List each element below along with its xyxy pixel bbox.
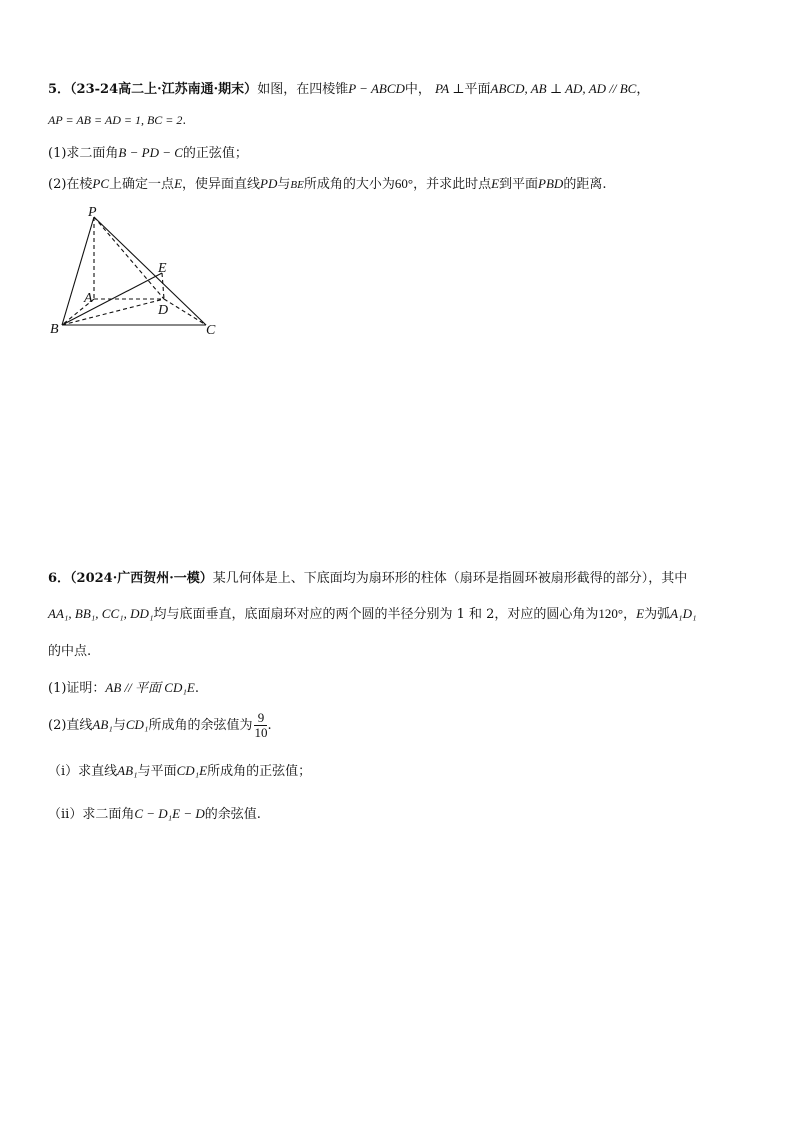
q6-i-b: 与平面 <box>137 764 177 779</box>
q5-p2-pd: PD <box>260 176 278 191</box>
q5-pyramid-figure <box>48 205 228 340</box>
q6-frac-num: 9 <box>257 710 265 725</box>
q5-p1-angle: B − PD − C <box>118 145 183 160</box>
q5-p2-f: ，并求此时点 <box>413 177 492 192</box>
q6-p2: (2)直线 <box>48 718 93 733</box>
q6-stem-line1 <box>48 570 687 588</box>
q5-p2-e2: 所成角的大小为 <box>303 177 395 192</box>
q6-stem2-b: ， <box>623 607 637 622</box>
q6-ii-a: （ii）求二面角 <box>48 807 135 822</box>
label-e: E <box>158 261 167 276</box>
q5-stem-b: 中， <box>404 82 431 97</box>
q5-part1 <box>48 144 248 163</box>
q5-p1-a: (1)求二面角 <box>48 146 119 161</box>
q6-stem3: 的中点. <box>48 644 92 659</box>
q5-p1-end: 的正弦值； <box>182 146 248 161</box>
q6-part2-i <box>48 762 311 781</box>
q5-p2-e: E <box>174 176 183 191</box>
edge-pd <box>94 217 164 299</box>
q6-p2-mid: 与 <box>112 718 126 733</box>
q5-relations: ABCD, AB ⊥ AD, AD // BC <box>490 81 637 96</box>
q6-angle: 120° <box>598 606 624 621</box>
q6-i-c: 所成角的正弦值； <box>207 764 312 779</box>
q5-p2-deg: 60° <box>394 176 414 191</box>
label-c: C <box>206 323 216 338</box>
q5-p2-pbd: PBD <box>538 176 564 191</box>
edge-pb <box>62 217 94 325</box>
q5-source: （23-24高二上·江苏南通·期末） <box>70 82 258 97</box>
label-b: B <box>50 322 59 337</box>
q6-stem-line3 <box>48 643 91 661</box>
q6-i-a: （i）求直线 <box>48 764 118 779</box>
edge-dc <box>164 299 206 325</box>
q6-fraction <box>254 711 267 740</box>
q5-pyramid: P − ABCD <box>348 81 405 96</box>
q5-stem-c: 平面 <box>464 82 491 97</box>
q5-number: 5． <box>48 82 71 97</box>
q6-p2-end: 所成角的余弦值为 <box>148 718 253 733</box>
q5-values: AP = AB = AD = 1, BC = 2 <box>48 113 183 127</box>
q6-edges: AA₁, BB₁, CC₁, DD₁ <box>48 606 154 621</box>
q6-ii-b: 的余弦值. <box>204 807 261 822</box>
edge-ed <box>162 273 164 299</box>
q5-values-line: AP = AB = AD = 1, BC = 2. <box>48 113 187 127</box>
q5-p2-e-again: E <box>491 176 500 191</box>
q5-part2 <box>48 175 606 194</box>
q5-stem-a: 如图，在四棱锥 <box>257 82 349 97</box>
label-a: A <box>84 291 93 306</box>
q6-stem2-a: 均与底面垂直，底面扇环对应的两个圆的半径分别为 1 和 2，对应的圆心角为 <box>153 607 599 622</box>
q6-stem2-c: 为弧 <box>644 607 671 622</box>
q6-source: （2024·广西贺州·一模） <box>70 571 213 586</box>
q6-stem: 某几何体是上、下底面均为扇环形的柱体（扇环是指圆环被扇形截得的部分），其中 <box>212 571 688 586</box>
label-d: D <box>158 303 169 318</box>
q6-p1-math: AB // 平面 CD₁E <box>105 680 195 695</box>
q5-p2-be: BE <box>290 179 304 191</box>
q5-p2-c: ，使异面直线 <box>182 177 261 192</box>
q5-p2-d: 与 <box>277 177 291 192</box>
q6-i-ab1: AB₁ <box>117 763 138 778</box>
q6-p2-dot: . <box>267 718 272 733</box>
label-p: P <box>88 205 97 220</box>
q6-p2-ab1: AB₁ <box>92 717 113 732</box>
q6-ii-angle: C − D₁E − D <box>134 806 205 821</box>
q6-frac-den: 10 <box>254 725 268 740</box>
edge-pc <box>94 217 206 325</box>
q6-number: 6． <box>48 571 71 586</box>
q6-p1: (1)证明： <box>48 681 106 696</box>
q6-p1-end: . <box>194 681 199 696</box>
q6-e: E <box>636 606 645 621</box>
q6-arc: A₁D₁ <box>670 606 697 621</box>
q5-p2-g: 到平面 <box>499 177 539 192</box>
q5-p2-h: 的距离. <box>563 177 607 192</box>
q6-stem-line2 <box>48 605 696 624</box>
q5-pa: PA ⊥ <box>435 81 465 96</box>
q5-p2-pc: PC <box>92 176 110 191</box>
q5-stem-line: 5．（23-24高二上·江苏南通·期末）如图，在四棱锥P − ABCD中， PA ⊥平面ABCD, AB ⊥ AD, AD // BC， <box>48 81 650 97</box>
q6-part2 <box>48 710 272 741</box>
q6-p2-cd1: CD₁ <box>125 717 149 732</box>
q5-p2-b: 上确定一点 <box>109 177 175 192</box>
q6-part2-ii <box>48 805 261 824</box>
q5-p2-a: (2)在棱 <box>48 177 93 192</box>
q6-i-plane: CD₁E <box>176 763 208 778</box>
q6-part1 <box>48 679 199 698</box>
